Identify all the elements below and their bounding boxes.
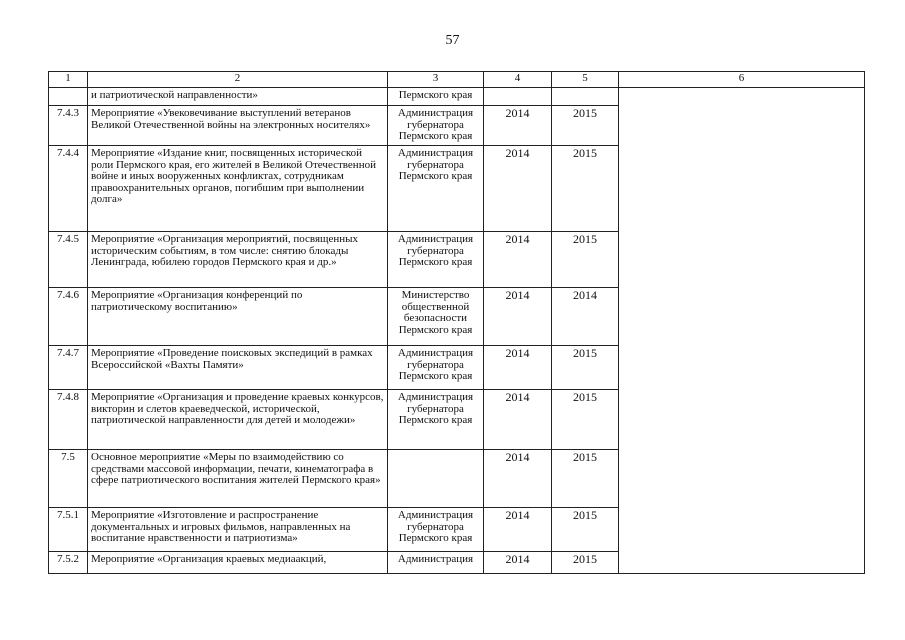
row-start-year: 2014 bbox=[484, 106, 552, 146]
row-executor: Администрация губернатора Пермского края bbox=[388, 146, 484, 232]
row-number: 7.5.1 bbox=[49, 508, 88, 552]
notes-cell bbox=[619, 88, 865, 574]
header-col-1: 1 bbox=[49, 72, 88, 88]
row-executor: Министерство общественной безопасности Пермского края bbox=[388, 288, 484, 346]
row-executor: Администрация губернатора Пермского края bbox=[388, 508, 484, 552]
continuation-num bbox=[49, 88, 88, 106]
row-executor: Администрация губернатора Пермского края bbox=[388, 390, 484, 450]
row-executor bbox=[388, 450, 484, 508]
row-number: 7.4.8 bbox=[49, 390, 88, 450]
header-col-3: 3 bbox=[388, 72, 484, 88]
row-number: 7.4.6 bbox=[49, 288, 88, 346]
row-start-year: 2014 bbox=[484, 346, 552, 390]
row-number: 7.4.5 bbox=[49, 232, 88, 288]
header-col-6: 6 bbox=[619, 72, 865, 88]
row-end-year: 2015 bbox=[552, 450, 619, 508]
row-executor: Администрация губернатора Пермского края bbox=[388, 346, 484, 390]
row-number: 7.4.3 bbox=[49, 106, 88, 146]
row-description: Мероприятие «Организация конференций по патриотическому воспитанию» bbox=[88, 288, 388, 346]
header-row bbox=[49, 72, 865, 88]
continuation-executor: Пермского края bbox=[388, 88, 484, 106]
measures-table bbox=[48, 71, 865, 574]
row-number: 7.5.2 bbox=[49, 552, 88, 574]
row-start-year: 2014 bbox=[484, 288, 552, 346]
row-end-year: 2015 bbox=[552, 552, 619, 574]
row-start-year: 2014 bbox=[484, 232, 552, 288]
row-number: 7.5 bbox=[49, 450, 88, 508]
row-description: Мероприятие «Изготовление и распространение документальных и игровых фильмов, направленных на воспитание нравственности и патриотизма» bbox=[88, 508, 388, 552]
row-end-year: 2015 bbox=[552, 232, 619, 288]
page-number: 57 bbox=[445, 33, 460, 48]
row-description: Мероприятие «Увековечивание выступлений ветеранов Великой Отечественной войны на электронных носителях» bbox=[88, 106, 388, 146]
continuation-description: и патриотической направленности» bbox=[88, 88, 388, 106]
row-description: Основное мероприятие «Меры по взаимодействию со средствами массовой информации, печати, кинематографа в сфере патриотического воспитания жителей Пермского края» bbox=[88, 450, 388, 508]
row-description: Мероприятие «Издание книг, посвященных исторической роли Пермского края, его жителей в Великой Отечественной войне и иных вооруженных конфликтах, сотрудникам правоохранительных органов, погибшим при выполнении долга» bbox=[88, 146, 388, 232]
row-description: Мероприятие «Организация и проведение краевых конкурсов, викторин и слетов краеведческой, исторической, патриотической направленности для детей и молодежи» bbox=[88, 390, 388, 450]
header-col-5: 5 bbox=[552, 72, 619, 88]
row-start-year: 2014 bbox=[484, 450, 552, 508]
row-start-year: 2014 bbox=[484, 146, 552, 232]
row-end-year: 2015 bbox=[552, 146, 619, 232]
header-col-2: 2 bbox=[88, 72, 388, 88]
row-description: Мероприятие «Организация мероприятий, посвященных историческим событиям, в том числе: снятию блокады Ленинграда, юбилею городов Пермского края и др.» bbox=[88, 232, 388, 288]
row-description: Мероприятие «Проведение поисковых экспедиций в рамках Всероссийской «Вахты Памяти» bbox=[88, 346, 388, 390]
row-end-year: 2015 bbox=[552, 346, 619, 390]
header-col-4: 4 bbox=[484, 72, 552, 88]
row-end-year: 2015 bbox=[552, 390, 619, 450]
row-end-year: 2014 bbox=[552, 288, 619, 346]
row-executor: Администрация bbox=[388, 552, 484, 574]
row-number: 7.4.7 bbox=[49, 346, 88, 390]
row-number: 7.4.4 bbox=[49, 146, 88, 232]
row-start-year: 2014 bbox=[484, 390, 552, 450]
row-end-year: 2015 bbox=[552, 106, 619, 146]
row-start-year: 2014 bbox=[484, 508, 552, 552]
continuation-row bbox=[49, 88, 865, 106]
row-start-year: 2014 bbox=[484, 552, 552, 574]
row-executor: Администрация губернатора Пермского края bbox=[388, 106, 484, 146]
row-end-year: 2015 bbox=[552, 508, 619, 552]
row-description: Мероприятие «Организация краевых медиаакций, bbox=[88, 552, 388, 574]
row-executor: Администрация губернатора Пермского края bbox=[388, 232, 484, 288]
